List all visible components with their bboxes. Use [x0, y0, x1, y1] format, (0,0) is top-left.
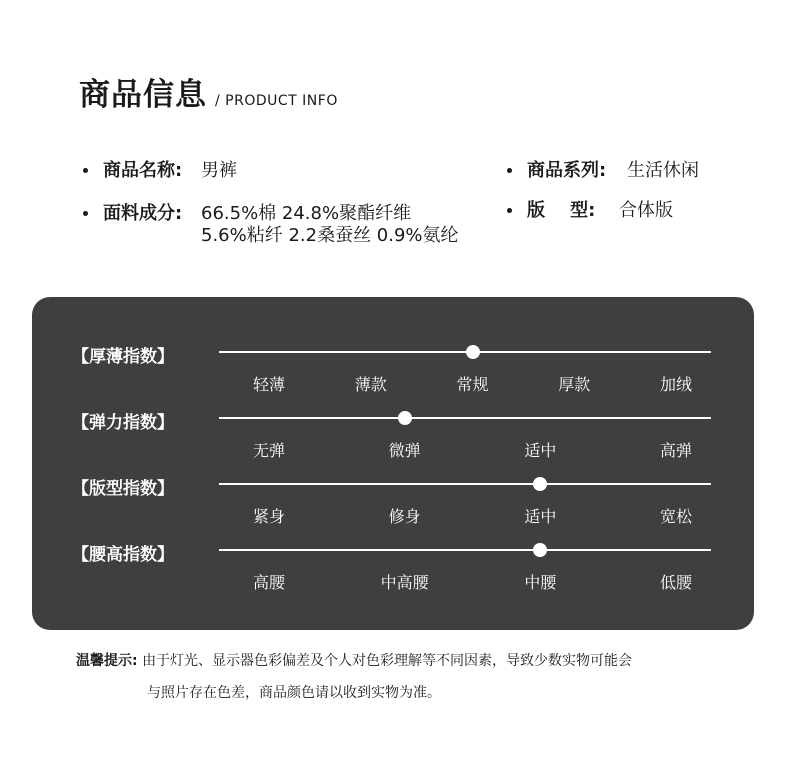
index-option: 无弹: [252, 441, 286, 460]
index-option: 适中: [524, 441, 557, 460]
index-option: 宽松: [659, 507, 693, 526]
index-option: 微弹: [388, 441, 421, 460]
index-option: 常规: [456, 375, 489, 394]
index-option: 低腰: [659, 573, 693, 592]
page-title: [79, 77, 338, 113]
index-option: 紧身: [252, 507, 286, 526]
index-label: 【版型指数】: [72, 479, 174, 499]
notice-text1: 由于灯光、显示器色彩偏差及个人对色彩理解等不同因素，导致少数实物可能会: [142, 653, 633, 669]
index-option: 厚款: [558, 375, 591, 394]
info-fabric-key: 面料成分:: [103, 203, 183, 224]
index-option: 适中: [524, 507, 557, 526]
info-fabric-line2: 5.6%粘纤 2.2桑蚕丝 0.9%氨纶: [201, 225, 459, 246]
index-track: [219, 483, 711, 485]
index-label: 【腰高指数】: [72, 545, 174, 565]
index-option: 高弹: [659, 441, 693, 460]
index-marker: [398, 411, 412, 425]
index-panel: [32, 297, 754, 630]
bullet-icon: [507, 208, 512, 213]
index-option: 薄款: [354, 375, 387, 394]
bullet-icon: [83, 211, 88, 216]
notice-line1: [76, 654, 632, 668]
index-option: 轻薄: [252, 375, 286, 394]
info-name: [83, 162, 463, 186]
index-option: 加绒: [659, 375, 693, 394]
index-option: 中腰: [524, 573, 557, 592]
index-track: [219, 549, 711, 551]
index-marker: [466, 345, 480, 359]
info-series-value: 生活休闲: [627, 160, 699, 181]
index-track: [219, 351, 711, 353]
bullet-icon: [83, 168, 88, 173]
info-series-key: 商品系列:: [527, 160, 607, 181]
index-label: 【弹力指数】: [72, 413, 174, 433]
bullet-icon: [507, 168, 512, 173]
index-option: 修身: [388, 507, 421, 526]
info-fabric-line1: 66.5%棉 24.8%聚酯纤维: [201, 203, 412, 224]
info-name-value: 男裤: [201, 160, 237, 181]
index-track: [219, 417, 711, 419]
index-marker: [533, 543, 547, 557]
notice-text2: 与照片存在色差，商品颜色请以收到实物为准。: [147, 685, 441, 701]
info-series: [507, 162, 757, 186]
info-fit-value: 合体版: [619, 200, 673, 221]
index-label: 【厚薄指数】: [72, 347, 174, 367]
index-option: 中高腰: [380, 573, 429, 592]
index-marker: [533, 477, 547, 491]
title-cn: 商品信息: [79, 77, 207, 113]
info-fabric: [83, 205, 503, 255]
info-fit-key: 版 型:: [527, 200, 596, 221]
notice-key: 温馨提示:: [76, 653, 138, 669]
info-fit: [507, 202, 757, 226]
info-name-key: 商品名称:: [103, 160, 183, 181]
index-option: 高腰: [252, 573, 286, 592]
title-en: / PRODUCT INFO: [215, 93, 338, 109]
